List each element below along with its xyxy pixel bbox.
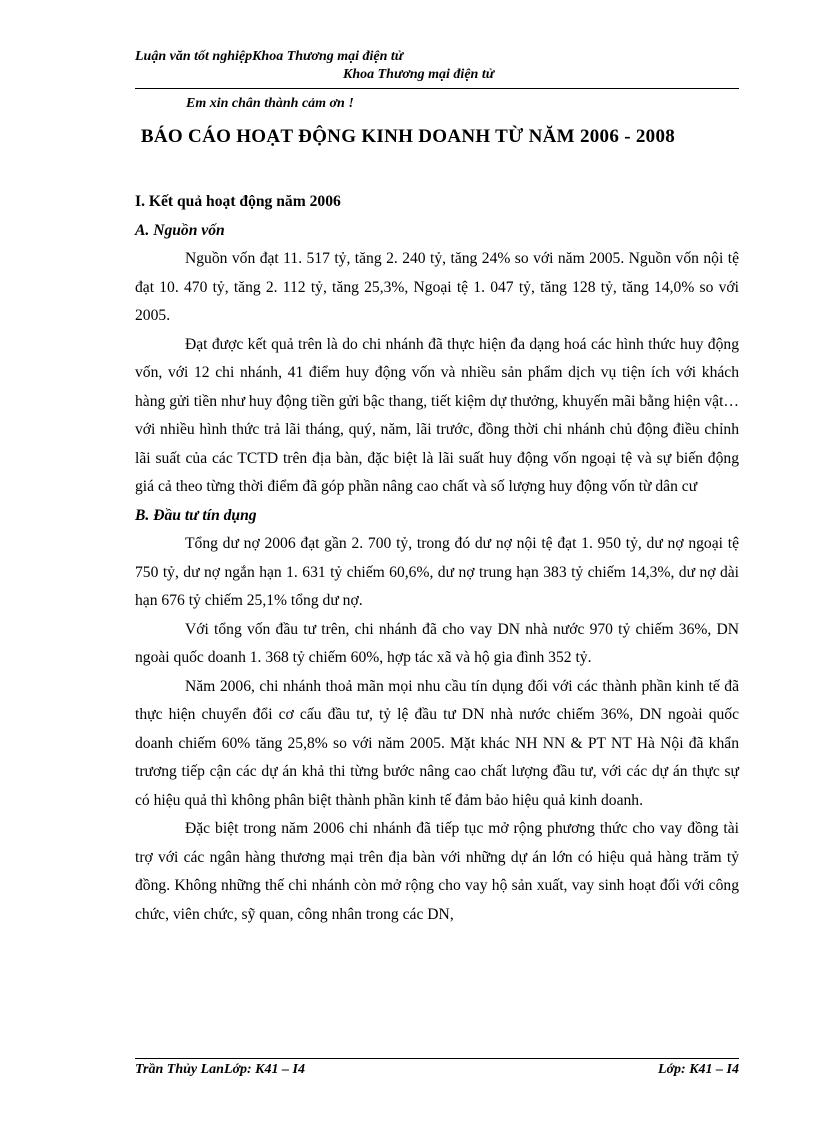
page-header <box>135 48 739 82</box>
footer-divider <box>135 1058 739 1059</box>
thanks-note: Em xin chân thành cảm ơn ! <box>186 96 354 111</box>
paragraph: Tổng dư nợ 2006 đạt gần 2. 700 tỷ, trong đó dư nợ nội tệ đạt 1. 950 tỷ, dư nợ ngoại tệ 750 tỷ, dư nợ ngắn hạn 1. 631 tỷ chiếm 60,6%, dư nợ trung hạn 383 tỷ chiếm 14,3%, dư nợ dài hạn 676 tỷ chiếm 25,1% tổng dư nợ. <box>135 535 739 609</box>
paragraph: Với tổng vốn đầu tư trên, chi nhánh đã cho vay DN nhà nước 970 tỷ chiếm 36%, DN ngoài quốc doanh 1. 368 tỷ chiếm 60%, hợp tác xã và hộ gia đình 352 tỷ. <box>135 620 739 666</box>
subheading-a: A. Nguồn vốn <box>135 221 225 239</box>
footer-left: Trần Thủy LanLớp: K41 – I4 <box>135 1062 305 1077</box>
section-heading-1: I. Kết quả hoạt động năm 2006 <box>135 193 341 210</box>
page-footer <box>135 1062 739 1078</box>
paragraph: Năm 2006, chi nhánh thoả mãn mọi nhu cầu tín dụng đối với các thành phần kinh tế đã thực hiện chuyển đổi cơ cấu đầu tư, tỷ lệ đầu tư DN nhà nước chiếm 36%, DN ngoài quốc doanh chiếm 60% tăng 25,8% so với năm 2005. Mặt khác NH NN & PT NT Hà Nội đã khẩn trương tiếp cận các dự án khả thi từng bước nâng cao chất lượng đầu tư, với các dự án thực sự có hiệu quả thì không phân biệt thành phần kinh tế đảm bảo hiệu quả kinh doanh. <box>135 677 739 809</box>
subheading-b: B. Đầu tư tín dụng <box>135 506 257 524</box>
report-title: BÁO CÁO HOẠT ĐỘNG KINH DOANH TỪ NĂM 2006 - 2008 <box>140 126 676 147</box>
paragraph: Đặc biệt trong năm 2006 chi nhánh đã tiếp tục mở rộng phương thức cho vay đồng tài trợ với các ngân hàng thương mại trên địa bàn với những dự án lớn có hiệu quả hàng trăm tỷ đồng. Không những thế chi nhánh còn mở rộng cho vay hộ sản xuất, vay sinh hoạt đối với công chức, viên chức, sỹ quan, công nhân trong các DN, <box>135 820 739 923</box>
header-line-1: Luận văn tốt nghiệpKhoa Thương mại điện tử <box>135 49 404 64</box>
document-body <box>135 188 739 929</box>
header-line-2: Khoa Thương mại điện tử <box>343 67 495 82</box>
footer-right: Lớp: K41 – I4 <box>657 1062 739 1077</box>
paragraph: Nguồn vốn đạt 11. 517 tỷ, tăng 2. 240 tỷ, tăng 24% so với năm 2005. Nguồn vốn nội tệ đạt 10. 470 tỷ, tăng 2. 112 tỷ, tăng 25,3%, Ngoại tệ 1. 047 tỷ, tăng 128 tỷ, tăng 14,0% so với 2005. <box>135 250 739 324</box>
paragraph: Đạt được kết quả trên là do chi nhánh đã thực hiện đa dạng hoá các hình thức huy động vốn, với 12 chi nhánh, 41 điểm huy động vốn và nhiều sản phẩm dịch vụ tiện ích với khách hàng gửi tiền như huy động tiền gửi bậc thang, tiết kiệm dự thưởng, khuyến mãi bằng hiện vật…với nhiều hình thức trả lãi tháng, quý, năm, lãi trước, đồng thời chi nhánh chủ động điều chỉnh lãi suất của các TCTD trên địa bàn, đặc biệt là lãi suất huy động vốn ngoại tệ và sự biến động giá cả theo từng thời điểm đã góp phần nâng cao chất và số lượng huy động vốn từ dân cư <box>135 335 739 495</box>
header-divider <box>135 88 739 89</box>
